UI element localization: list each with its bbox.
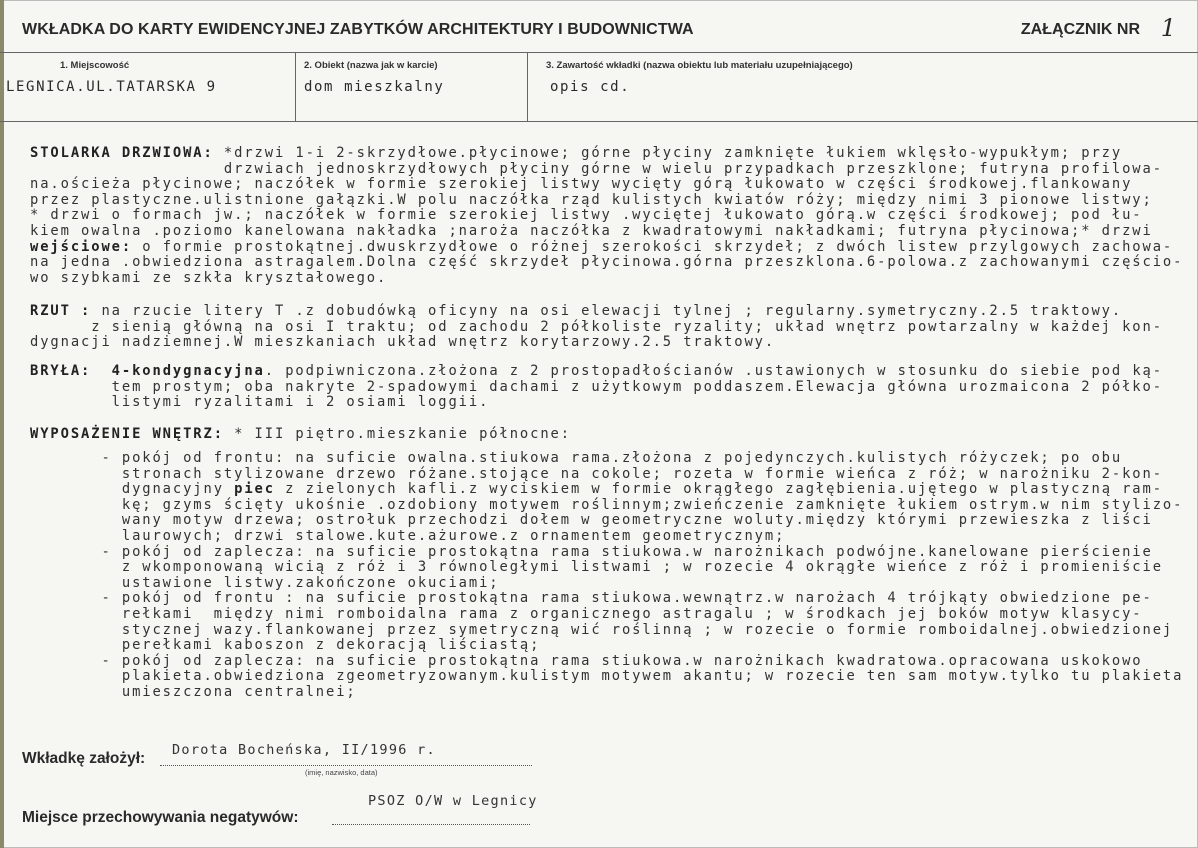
column-locality — [0, 53, 295, 121]
line-text: ustawione listwy.zakończone okuciami; — [30, 574, 500, 591]
text-line — [30, 395, 1163, 411]
line-text: - pokój od frontu: na suficie owalna.stiukowa rama.złożona z pojedynczych.kulistych różyczek; po obu — [30, 450, 1123, 466]
author-label: Wkładkę założył: — [22, 750, 146, 767]
bold-term: BRYŁA: — [30, 363, 92, 379]
section-bryla — [30, 364, 1163, 411]
line-text: na rzucie litery T .z dobudówką oficyny na osi elewacji tylnej ; regularny.symetryczny.2.5 traktowy. — [91, 303, 1123, 319]
line-text: - pokój od zaplecza: na suficie prostokątna rama stiukowa.w narożnikach kwadratowa.opracowana uskokowo — [30, 652, 1143, 669]
text-line — [30, 498, 1183, 514]
annex-label: ZAŁĄCZNIK NR — [1020, 21, 1140, 38]
text-line — [30, 304, 1163, 320]
line-text: * III piętro.mieszkanie północne: — [223, 426, 571, 442]
line-text: rełkami między nimi romboidalna rama z organicznego astragalu ; w środkach jej boków motyw klasycy- — [30, 605, 1143, 622]
text-line — [30, 364, 1163, 380]
bold-term: RZUT : — [30, 303, 92, 319]
column-label: 2. Obiekt (nazwa jak w karcie) — [304, 60, 438, 71]
line-text: * drzwi o formach jw.; naczółek w formie szerokiej listwy .wyciętej łukowato górą.w części środkowej; pod łu- — [30, 207, 1143, 224]
line-text: na.ościeża płycinowe; naczółek w formie szerokiej listwy wycięty górą łukowato w części środkowej.flankowany — [30, 176, 1133, 193]
text-line — [30, 685, 1183, 701]
column-label: 1. Miejscowość — [60, 60, 130, 71]
line-text: z sienią główną na osi I traktu; od zachodu 2 półkoliste ryzality; układ wnętrz powtarzalny w każdej kon- — [30, 318, 1163, 335]
bold-term: STOLARKA DRZWIOWA: — [30, 145, 214, 161]
line-text: umieszczona centralnei; — [30, 683, 357, 700]
line-text: wo szybkami ze szkła kryształowego. — [30, 269, 388, 286]
line-text: przez plastyczne.ulistnione gałązki.W polu naczółka rząd kulistych kwiatów róży; między nimi 3 pionowe listwy; — [30, 191, 1153, 208]
section-rzut — [30, 304, 1163, 351]
line-text: . podpiwniczona.złożona z 2 prostopadłościanów .ustawionych w stosunku do siebie pod ką- — [264, 363, 1163, 379]
text-line — [30, 513, 1183, 529]
line-text: kiem owalna .poziomo kanelowana nakładka ;naroża naczółka z kwadratowymi nakładkami; futryna płycinowa;* drzwi — [30, 222, 1153, 239]
column-value: dom mieszkalny — [304, 79, 445, 95]
text-line — [30, 591, 1183, 607]
line-text: listymi ryzalitami i 2 osiami loggii. — [30, 394, 490, 411]
line-text: dygnacyjny — [30, 481, 235, 498]
bold-term: wejściowe: — [30, 238, 133, 255]
text-line — [30, 654, 1183, 670]
header-table — [0, 52, 1198, 122]
text-line — [30, 545, 1183, 561]
bold-term: 4-kondygnacyjna — [111, 363, 265, 379]
annex-number: 1 — [1160, 14, 1176, 42]
text-line — [30, 320, 1163, 336]
text-line — [30, 240, 1183, 256]
scan-edge — [0, 0, 4, 848]
text-line — [30, 576, 1183, 592]
bold-term: WYPOSAŻENIE WNĘTRZ: — [30, 426, 224, 442]
line-text: *drzwi 1-i 2-skrzydłowe.płycinowe; górne płyciny zamknięte łukiem wklęsło-wypukłym; przy — [213, 145, 1123, 161]
column-value: opis cd. — [550, 79, 631, 95]
text-line — [30, 162, 1183, 178]
line-text: wany motyw drzewa; ostrołuk przechodzi dołem w geometryczne woluty.między którymi przewieszka z liści — [30, 512, 1153, 529]
line-text: drzwiach jednoskrzydłowych płyciny górne w wielu przypadkach przeszklone; futryna profilowa- — [30, 160, 1163, 177]
bold-term: piec — [234, 481, 275, 498]
line-text: - pokój od zaplecza: na suficie prostokątna rama stiukowa.w narożnikach podwójne.kanelowane pierścienie — [30, 543, 1153, 560]
line-text: o formie prostokątnej.dwuskrzydłowe o różnej szerokości skrzydeł; z dwóch listew przylgowych zachowa- — [132, 238, 1174, 255]
line-text: - pokój od frontu : na suficie prostokątna rama stiukowa.wewnątrz.w narożach 4 trójkąty obwiedzione pe- — [30, 590, 1153, 607]
text-line — [30, 427, 571, 443]
line-text: kę; gzyms ścięty ukośnie .ozdobiony motywem roślinnym;zwieńczenie zamknięte łukiem ostrym.w nim stylizo- — [30, 496, 1184, 513]
section-wyposazenie — [30, 427, 571, 443]
text-line — [30, 335, 1163, 351]
section-rooms — [30, 451, 1183, 701]
text-line — [30, 560, 1183, 576]
line-text — [91, 363, 111, 379]
text-line — [30, 623, 1183, 639]
line-text: tem prostym; oba nakryte 2-spadowymi dachami z użytkowym poddaszem.Elewacja główna urozmaicona 2 półko- — [30, 378, 1163, 395]
text-line — [30, 255, 1183, 271]
text-line — [30, 193, 1183, 209]
text-line — [30, 529, 1183, 545]
author-hint: (imię, nazwisko, data) — [305, 768, 378, 777]
negatives-value: PSOZ O/W w Legnicy — [368, 793, 538, 809]
text-line — [30, 380, 1163, 396]
text-line — [30, 451, 1183, 467]
line-text: plakieta.obwiedziona zgeometryzowanym.kulistym motywem akantu; w rozecie ten sam motyw.tylko tu plakieta — [30, 668, 1184, 685]
column-contents — [527, 53, 1198, 121]
text-line — [30, 607, 1183, 623]
column-value: LEGNICA.UL.TATARSKA 9 — [6, 79, 217, 95]
text-line — [30, 208, 1183, 224]
line-text: stycznej wazy.flankowanej przez symetryczną wić roślinną ; w rozecie o formie romboidalnej.obwiedzionej — [30, 621, 1174, 638]
text-line — [30, 177, 1183, 193]
negatives-dotted-line — [332, 824, 530, 825]
text-line — [30, 638, 1183, 654]
document-title: WKŁADKA DO KARTY EWIDENCYJNEJ ZABYTKÓW ARCHITEKTURY I BUDOWNICTWA — [22, 21, 694, 38]
text-line — [30, 482, 1183, 498]
column-label: 3. Zawartość wkładki (nazwa obiektu lub materiału uzupełniającego) — [546, 60, 853, 71]
author-dotted-line — [160, 765, 532, 766]
text-line — [30, 467, 1183, 483]
negatives-label: Miejsce przechowywania negatywów: — [22, 809, 299, 826]
line-text: z zielonych kafli.z wyciskiem w formie okrągłego zagłębienia.ujętego w plastyczną ram- — [274, 481, 1163, 498]
line-text: dygnacji nadziemnej.W mieszkaniach układ wnętrz korytarzowy.2.5 traktowy. — [30, 334, 776, 351]
line-text: na jedna .obwiedziona astragalem.Dolna część skrzydeł płycinowa.górna przeszklona.6-polowa.z zachowanymi częścio- — [30, 254, 1184, 271]
line-text: perełkami kaboszon z dekoracją liściastą; — [30, 637, 541, 654]
section-stolarka — [30, 146, 1183, 286]
column-object — [295, 53, 528, 121]
text-line — [30, 669, 1183, 685]
text-line — [30, 224, 1183, 240]
author-value: Dorota Bocheńska, II/1996 r. — [172, 742, 436, 758]
text-line — [30, 146, 1183, 162]
line-text: laurowych; drzwi stalowe.kute.ażurowe.z ornamentem geometrycznym; — [30, 527, 786, 544]
text-line — [30, 271, 1183, 287]
line-text: stronach stylizowane drzewo różane.stojące na cokole; rozeta w formie wieńca z róż; w narożniku 2-kon- — [30, 465, 1163, 482]
line-text: z wkomponowaną wicią z róż i 3 równoległymi listwami ; w rozecie 4 okrągłe wieńce z róż i promieniście — [30, 559, 1163, 576]
